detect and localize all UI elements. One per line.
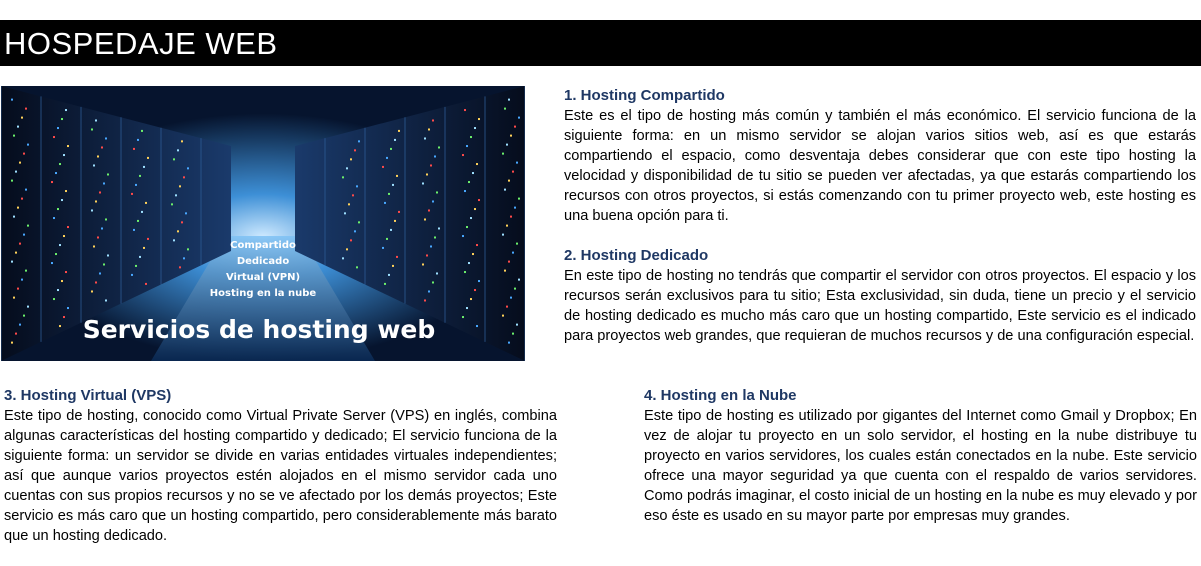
- section-body: Este tipo de hosting es utilizado por gigantes del Internet como Gmail y Dropbox; En vez de alojar tu proyecto en un solo servidor, el hosting en la nube distribuye tu proyecto en varios servidores, los cuales están conectados en la nube. Este servicio ofrece una mayor seguridad ya que cuenta con el respaldo de varios servidores. Como podrás imaginar, el costo inicial de un hosting en la nube es muy elevado y por eso éste es usado en su mayor parte por empresas muy grandes.: [644, 408, 1197, 524]
- image-list-item: Hosting en la nube: [209, 288, 317, 299]
- section-title: 2. Hosting Dedicado: [564, 247, 709, 264]
- section-body: En este tipo de hosting no tendrás que compartir el servidor con otros proyectos. El espacio y los recursos serán exclusivos para tu sitio; Esta exclusividad, sin duda, tiene un precio y el servicio de hosting dedicado es mucho más caro que un hosting compartido, Este servicio es el indicado para proyectos web grandes, que requieran de muchos recursos y de una configuración especial.: [564, 268, 1196, 344]
- title-bar: [0, 20, 1201, 66]
- page-title: HOSPEDAJE WEB: [4, 26, 278, 61]
- server-room-illustration: [1, 86, 525, 361]
- section-body: Este tipo de hosting, conocido como Virtual Private Server (VPS) en inglés, combina algunas características del hosting compartido y dedicado; El servicio funciona de la siguiente forma: un servidor se divide en varias entidades virtuales independientes; así que aunque varios proyectos estén alojados en el mismo servidor cada uno cuentas con sus propios recursos y no se ve afectado por los demás proyectos; Este servicio es más caro que un hosting compartido, pero considerablemente más barato que un hosting dedicado.: [4, 408, 557, 544]
- image-list-item: Compartido: [230, 240, 296, 251]
- section-title: 1. Hosting Compartido: [564, 87, 725, 104]
- section-hosting-virtual: [4, 386, 557, 546]
- server-room-image: [1, 86, 525, 361]
- section-hosting-compartido: [564, 86, 1196, 226]
- section-title: 3. Hosting Virtual (VPS): [4, 387, 172, 404]
- section-hosting-nube: [644, 386, 1197, 526]
- section-title: 4. Hosting en la Nube: [644, 387, 797, 404]
- section-body: Este es el tipo de hosting más común y también el más económico. El servicio funciona de la siguiente forma: en un mismo servidor se alojan varios sitios web, así es que estarás compartiendo el espacio, como desventaja debes considerar que con este tipo hosting la velocidad y disponibilidad de tu sitio se pueden ver afectadas, ya que estarás compartiendo los recursos con otros proyectos, si estás comenzando con tu primer proyecto web, este hosting es una buena opción para ti.: [564, 108, 1196, 224]
- section-hosting-dedicado: [564, 246, 1196, 346]
- image-caption: Servicios de hosting web: [82, 315, 436, 344]
- image-list-item: Dedicado: [236, 256, 290, 267]
- image-list-item: Virtual (VPN): [225, 272, 301, 283]
